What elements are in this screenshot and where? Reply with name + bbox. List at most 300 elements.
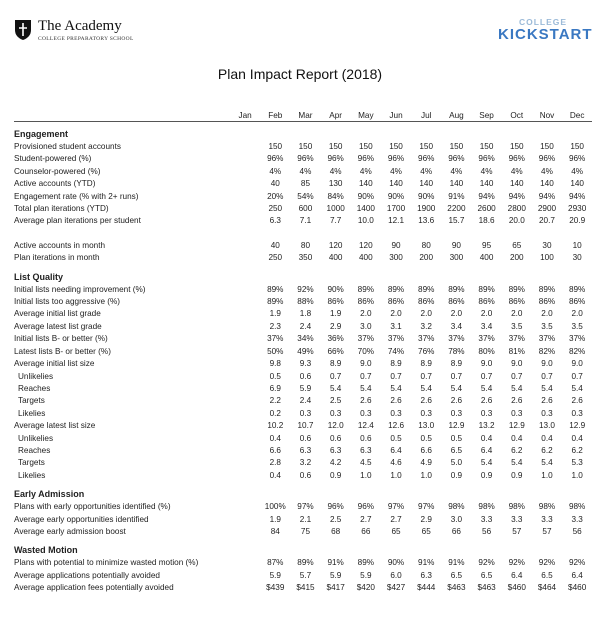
row-label: Unlikelies [18, 433, 54, 443]
school-subtitle: COLLEGE PREPARATORY SCHOOL [38, 36, 134, 42]
value-cell: 250 [268, 204, 283, 214]
value-cell: 2.0 [480, 309, 493, 319]
value-cell: 74% [387, 346, 405, 356]
table-row [14, 445, 592, 457]
value-cell: 86% [357, 297, 375, 307]
value-cell: 4.5 [360, 458, 372, 468]
value-cell: 2.0 [420, 309, 432, 319]
value-cell: $439 [266, 583, 285, 593]
month-header: Jun [381, 110, 411, 122]
value-cell: 30 [542, 240, 552, 250]
section-title-row [14, 271, 592, 284]
table-row [14, 358, 592, 370]
value-cell: 4% [571, 166, 584, 176]
value-cell: 1.9 [329, 309, 342, 319]
value-cell: 2600 [477, 204, 496, 214]
value-cell: 95 [482, 240, 492, 250]
value-cell: 3.5 [511, 321, 523, 331]
value-cell: 600 [298, 204, 313, 214]
value-cell [230, 333, 260, 345]
table-row [14, 252, 592, 264]
row-label: Targets [18, 396, 45, 406]
brand-logo [498, 17, 593, 43]
value-cell: 37% [538, 334, 556, 344]
value-cell: 20.7 [539, 216, 555, 226]
row-label: Average early admission boost [14, 526, 126, 536]
value-cell: 37% [568, 334, 586, 344]
value-cell: 4% [420, 166, 433, 176]
value-cell: 5.9 [360, 570, 372, 580]
value-cell: 86% [538, 297, 556, 307]
value-cell: 0.7 [511, 371, 523, 381]
value-cell: 3.3 [571, 514, 583, 524]
value-cell: 0.7 [420, 371, 432, 381]
value-cell: 5.4 [571, 383, 583, 393]
value-cell: 1.0 [420, 470, 432, 480]
value-cell: 96% [357, 154, 375, 164]
value-cell: 86% [478, 297, 495, 307]
value-cell: 37% [418, 334, 435, 344]
value-cell: 84 [270, 526, 280, 536]
value-cell: 0.5 [450, 433, 463, 443]
value-cell: 4% [390, 166, 402, 176]
report-title: Plan Impact Report (2018) [217, 66, 383, 82]
value-cell: 89% [387, 284, 405, 294]
value-cell: 8.9 [390, 359, 402, 369]
value-cell: 3.4 [450, 321, 463, 331]
row-label: Average applications potentially avoided [14, 570, 160, 580]
value-cell: 0.3 [390, 408, 402, 418]
value-cell: 2.5 [329, 396, 342, 406]
row-label: Likelies [18, 470, 46, 480]
value-cell: 1400 [356, 204, 375, 214]
value-cell: 86% [387, 297, 405, 307]
value-cell: 37% [478, 334, 495, 344]
section-title-row [14, 544, 592, 557]
table-row [14, 457, 592, 469]
value-cell: 0.7 [390, 371, 402, 381]
value-cell: 49% [297, 346, 314, 356]
value-cell [230, 141, 260, 153]
row-label: Average plan iterations per student [14, 216, 141, 226]
value-cell: 89% [448, 284, 465, 294]
value-cell: 150 [540, 142, 554, 151]
value-cell: 3.4 [480, 321, 493, 331]
value-cell: 6.4 [480, 445, 493, 455]
value-cell: 91% [448, 558, 465, 568]
table-row [14, 203, 592, 215]
value-cell: 200 [419, 253, 434, 263]
value-cell: 97% [387, 502, 405, 512]
table-row [14, 141, 592, 153]
value-cell: 10.7 [297, 421, 314, 431]
value-cell: 66% [327, 346, 344, 356]
value-cell [230, 470, 260, 482]
value-cell: $415 [296, 583, 315, 593]
row-label: Unlikelies [18, 371, 54, 381]
value-cell [230, 420, 260, 432]
section-title: Early Admission [14, 489, 85, 500]
value-cell: 5.9 [269, 570, 281, 580]
value-cell: 3.5 [541, 321, 553, 331]
table-row [14, 514, 592, 526]
value-cell: 0.4 [541, 433, 553, 443]
value-cell: 2.6 [541, 396, 553, 406]
value-cell: 2800 [507, 204, 526, 214]
value-cell: 82% [568, 346, 586, 356]
value-cell: $427 [386, 583, 406, 593]
value-cell: 150 [298, 142, 313, 151]
value-cell: 1.0 [390, 470, 402, 480]
month-header: Oct [502, 110, 532, 122]
value-cell: 2.6 [511, 396, 523, 406]
row-label: Engagement rate (% with 2+ runs) [14, 191, 139, 201]
table-row [14, 166, 592, 178]
value-cell [230, 582, 260, 594]
value-cell: 40 [270, 240, 280, 250]
value-cell: 2.3 [269, 321, 281, 331]
value-cell: 5.4 [360, 383, 372, 393]
table-row [14, 557, 592, 569]
value-cell: $420 [356, 583, 375, 593]
row-label: Plans with potential to minimize wasted motion (%) [14, 558, 199, 568]
shield-icon [14, 19, 32, 41]
table-row [14, 395, 592, 407]
value-cell: 5.4 [450, 383, 463, 393]
value-cell: 250 [268, 253, 283, 263]
row-label: Average initial list grade [14, 309, 101, 319]
value-cell: 89% [568, 284, 586, 294]
month-header: Dec [562, 110, 592, 122]
row-label: Average latest list grade [14, 321, 102, 331]
value-cell: 2.6 [480, 396, 493, 406]
value-cell: 4% [541, 166, 553, 176]
value-cell: 37% [508, 334, 525, 344]
row-label: Plans with early opportunities identified (%) [14, 502, 171, 512]
value-cell: 400 [328, 253, 343, 263]
value-cell: 150 [328, 142, 343, 151]
value-cell: 0.7 [329, 371, 342, 381]
value-cell: 9.0 [571, 359, 583, 369]
value-cell: 12.4 [357, 421, 374, 431]
value-cell: 81% [508, 346, 525, 356]
value-cell: 96% [267, 154, 284, 164]
value-cell [230, 395, 260, 407]
value-cell: 100% [264, 502, 286, 512]
value-cell: 89% [478, 284, 495, 294]
month-header-row [14, 110, 592, 122]
value-cell: 97% [418, 502, 435, 512]
value-cell: 2.4 [299, 396, 312, 406]
value-cell [230, 457, 260, 469]
value-cell: 1.8 [299, 309, 312, 319]
value-cell: 0.6 [299, 470, 312, 480]
value-cell: 65 [391, 526, 401, 536]
value-cell: 98% [538, 502, 556, 512]
table-row [14, 321, 592, 333]
value-cell: 6.4 [390, 445, 402, 455]
value-cell: 2900 [537, 204, 557, 214]
value-cell [230, 153, 260, 165]
value-cell: 94% [538, 191, 556, 201]
value-cell: 10 [572, 240, 582, 250]
month-header: Jan [230, 110, 260, 122]
value-cell: 0.3 [480, 408, 493, 418]
value-cell: 0.3 [511, 408, 523, 418]
value-cell: 96% [327, 502, 344, 512]
value-cell: 150 [449, 142, 464, 151]
row-label: Provisioned student accounts [14, 142, 121, 151]
value-cell: 130 [328, 179, 343, 189]
value-cell: 5.4 [541, 458, 553, 468]
value-cell: 2930 [568, 204, 587, 214]
value-cell: 4% [450, 166, 463, 176]
value-cell: 96% [568, 154, 586, 164]
value-cell: 140 [479, 179, 494, 189]
value-cell: 120 [328, 240, 343, 250]
value-cell: 140 [449, 179, 464, 189]
value-cell: 140 [570, 179, 584, 189]
value-cell: 6.5 [450, 570, 463, 580]
value-cell: 91% [448, 191, 465, 201]
value-cell: 0.5 [269, 371, 281, 381]
section-title-row [14, 128, 592, 141]
value-cell: 2.7 [390, 514, 402, 524]
value-cell: 6.0 [390, 570, 402, 580]
value-cell: 0.9 [329, 470, 342, 480]
value-cell: 96% [508, 154, 525, 164]
value-cell: 200 [509, 253, 524, 263]
value-cell: 98% [448, 502, 465, 512]
value-cell: 92% [538, 558, 556, 568]
value-cell: 9.3 [299, 359, 312, 369]
value-cell: 12.6 [388, 421, 404, 431]
value-cell: 5.4 [480, 383, 493, 393]
value-cell: 0.4 [511, 433, 523, 443]
value-cell: 0.3 [420, 408, 432, 418]
value-cell: 2.6 [420, 396, 432, 406]
table-row [14, 470, 592, 482]
value-cell [230, 383, 260, 395]
value-cell: 37% [387, 334, 405, 344]
value-cell: 86% [418, 297, 435, 307]
value-cell: 88% [297, 297, 314, 307]
month-header: Nov [532, 110, 562, 122]
value-cell: 13.6 [418, 216, 435, 226]
value-cell: 0.7 [541, 371, 553, 381]
value-cell [230, 296, 260, 308]
row-label: Initial lists needing improvement (%) [14, 284, 146, 294]
value-cell: 6.2 [571, 445, 583, 455]
value-cell: 6.5 [541, 570, 553, 580]
value-cell: 89% [357, 558, 375, 568]
value-cell: 4% [329, 166, 342, 176]
month-header: Sep [472, 110, 502, 122]
value-cell: 3.5 [571, 321, 583, 331]
value-cell: $460 [507, 583, 526, 593]
value-cell: 300 [389, 253, 403, 263]
value-cell: 2.2 [269, 396, 281, 406]
value-cell: 150 [359, 142, 373, 151]
table-row [14, 570, 592, 582]
section-title: Engagement [14, 129, 69, 139]
value-cell: 140 [509, 179, 524, 189]
value-cell: 150 [419, 142, 434, 151]
row-label: Reaches [18, 445, 51, 455]
report-table [14, 110, 592, 595]
value-cell: 0.9 [450, 470, 463, 480]
value-cell: 15.7 [448, 216, 465, 226]
value-cell: 2.0 [450, 309, 463, 319]
value-cell: 92% [478, 558, 495, 568]
value-cell: 94% [478, 191, 495, 201]
value-cell: 0.4 [269, 433, 281, 443]
value-cell [230, 433, 260, 445]
header-label-cell [14, 110, 230, 122]
value-cell: 8.9 [450, 359, 463, 369]
school-logo [14, 19, 134, 42]
month-header: Aug [441, 110, 471, 122]
row-label: Reaches [18, 383, 51, 393]
value-cell: 90 [391, 240, 401, 250]
value-cell: 2.8 [269, 458, 281, 468]
value-cell: 90 [451, 240, 461, 250]
value-cell: 89% [267, 284, 284, 294]
value-cell: 2.6 [390, 396, 402, 406]
table-row [14, 153, 592, 165]
row-label: Student-powered (%) [14, 154, 92, 164]
value-cell: 9.8 [269, 359, 281, 369]
month-header: Jul [411, 110, 441, 122]
row-label: Average early opportunities identified [14, 514, 149, 524]
row-label: Initial lists B- or better (%) [14, 334, 108, 344]
value-cell: 89% [418, 284, 435, 294]
value-cell: 56 [482, 526, 492, 536]
value-cell: 9.0 [541, 359, 553, 369]
value-cell: 90% [387, 558, 405, 568]
table-row [14, 296, 592, 308]
table-row [14, 346, 592, 358]
value-cell: 9.0 [360, 359, 372, 369]
value-cell: $464 [537, 583, 557, 593]
value-cell: 0.6 [299, 371, 312, 381]
value-cell: 12.1 [388, 216, 404, 226]
value-cell: 3.2 [420, 321, 432, 331]
value-cell: 0.2 [269, 408, 281, 418]
value-cell: 0.6 [329, 433, 342, 443]
value-cell [230, 166, 260, 178]
value-cell: 86% [568, 297, 586, 307]
value-cell: 2.5 [329, 514, 342, 524]
table-row [14, 526, 592, 538]
value-cell: 90% [357, 191, 375, 201]
value-cell [230, 178, 260, 190]
row-label: Average initial list size [14, 359, 95, 369]
table-row [14, 215, 592, 227]
table-row [14, 433, 592, 445]
value-cell: 1700 [386, 204, 406, 214]
value-cell: $460 [568, 583, 587, 593]
table-row [14, 191, 592, 203]
value-cell: 2.4 [299, 321, 312, 331]
value-cell: 140 [540, 179, 554, 189]
value-cell: 2.9 [420, 514, 432, 524]
value-cell: 98% [478, 502, 495, 512]
value-cell: 400 [359, 253, 373, 263]
value-cell: 1.0 [571, 470, 583, 480]
value-cell: 2.0 [390, 309, 402, 319]
value-cell [230, 514, 260, 526]
value-cell: 0.6 [299, 433, 312, 443]
value-cell: 4.9 [420, 458, 432, 468]
value-cell: 96% [387, 154, 405, 164]
month-header: Mar [290, 110, 320, 122]
value-cell: 0.3 [299, 408, 312, 418]
value-cell: 150 [570, 142, 584, 151]
value-cell: 4.2 [329, 458, 342, 468]
value-cell: 5.9 [329, 570, 342, 580]
value-cell: 96% [418, 154, 435, 164]
value-cell: 6.2 [511, 445, 523, 455]
value-cell: $444 [417, 583, 436, 593]
value-cell: 66 [451, 526, 461, 536]
value-cell: 1000 [326, 204, 345, 214]
value-cell: 50% [267, 346, 284, 356]
value-cell: 6.5 [480, 570, 493, 580]
value-cell: 57 [512, 526, 522, 536]
value-cell: $417 [326, 583, 345, 593]
value-cell: 1.9 [269, 514, 281, 524]
value-cell: 98% [568, 502, 586, 512]
value-cell: 96% [478, 154, 495, 164]
value-cell: 89% [357, 284, 375, 294]
value-cell: $463 [447, 583, 466, 593]
value-cell: 12.0 [327, 421, 344, 431]
value-cell: 3.3 [511, 514, 523, 524]
value-cell: 89% [508, 284, 525, 294]
value-cell: 2.6 [571, 396, 583, 406]
row-label: Active accounts (YTD) [14, 179, 96, 189]
value-cell: 0.3 [541, 408, 553, 418]
value-cell: 5.4 [420, 383, 432, 393]
value-cell: 0.7 [571, 371, 583, 381]
value-cell: 400 [479, 253, 494, 263]
value-cell: 2.7 [360, 514, 372, 524]
value-cell: 85 [300, 179, 311, 189]
value-cell [230, 526, 260, 538]
value-cell: 6.4 [511, 570, 523, 580]
value-cell: 6.6 [269, 445, 281, 455]
value-cell: 2.6 [450, 396, 463, 406]
value-cell: 5.4 [541, 383, 553, 393]
value-cell: 10.0 [357, 216, 374, 226]
value-cell: 3.3 [541, 514, 553, 524]
value-cell: 89% [538, 284, 556, 294]
value-cell: 13.2 [478, 421, 495, 431]
value-cell: 84% [327, 191, 344, 201]
value-cell: 86% [327, 297, 344, 307]
value-cell: 0.7 [360, 371, 372, 381]
value-cell: 5.9 [299, 383, 312, 393]
value-cell: 36% [327, 334, 344, 344]
value-cell: 92% [568, 558, 586, 568]
month-header: Feb [260, 110, 290, 122]
value-cell [230, 191, 260, 203]
value-cell: 2.0 [511, 309, 523, 319]
row-label: Average application fees potentially avoided [14, 583, 174, 593]
value-cell: 4% [510, 166, 523, 176]
value-cell: 40 [270, 179, 280, 189]
